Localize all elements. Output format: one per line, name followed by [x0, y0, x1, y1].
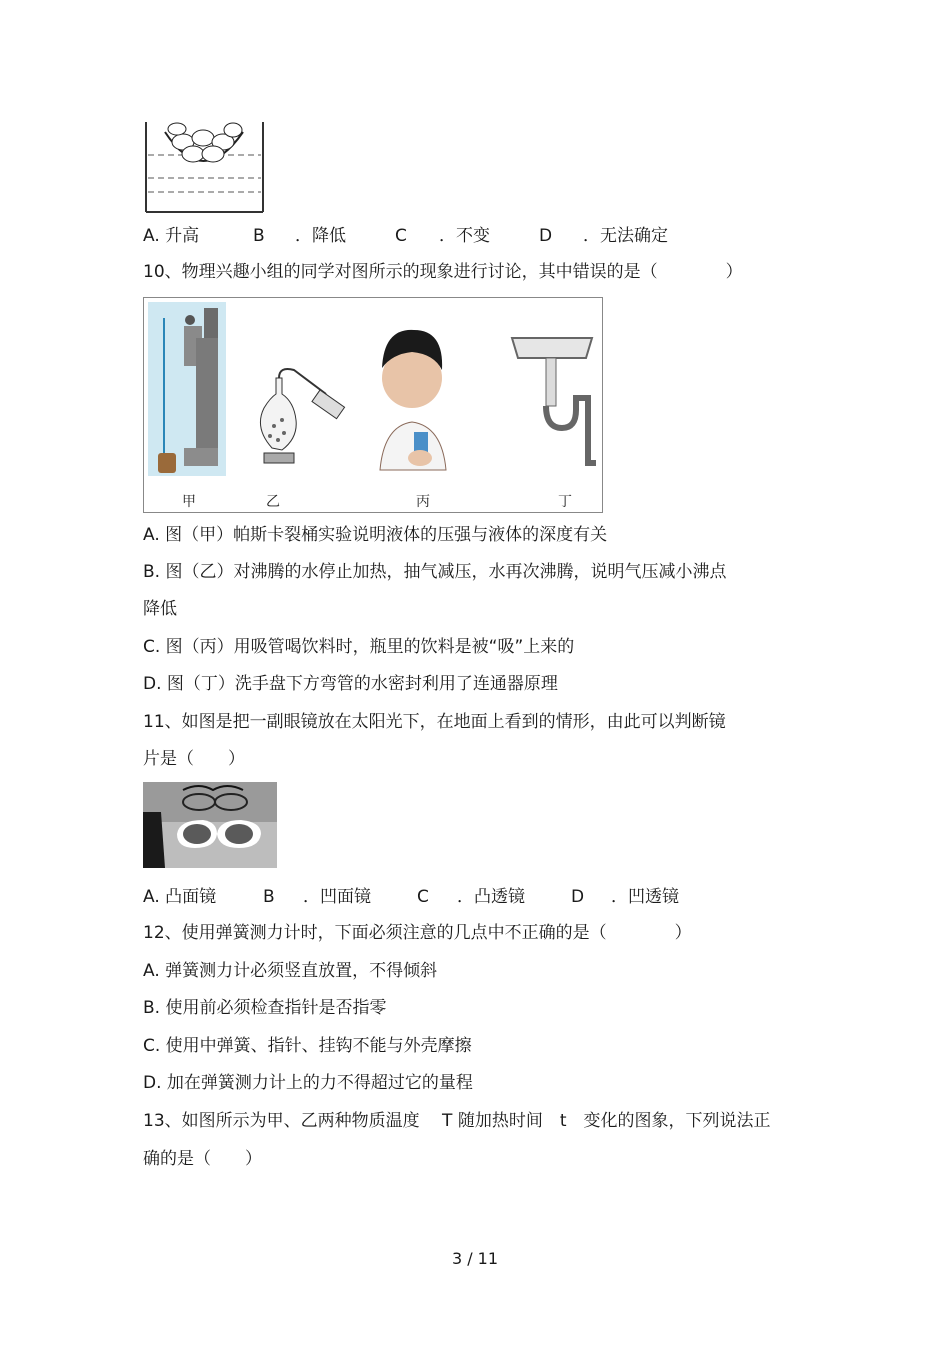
q9-option-b: ．降低 [295, 226, 346, 246]
q12-option-a: A. 弹簧测力计必须竖直放置，不得倾斜 [143, 961, 438, 981]
fig-label-bing: 丙 [416, 494, 430, 510]
q13-question-line2: 确的是（ ） [143, 1149, 262, 1169]
q9-options [143, 225, 743, 247]
q11-option-d: ．凹透镜 [611, 887, 679, 907]
q9-option-d-letter: D [539, 226, 553, 246]
eggs-in-water-figure [143, 120, 265, 214]
q11-option-c: ．凸透镜 [457, 887, 525, 907]
q11-question-line2: 片是（ ） [143, 749, 245, 769]
q9-option-b-letter: B [253, 226, 265, 246]
q12-option-d: D. 加在弹簧测力计上的力不得超过它的量程 [143, 1073, 473, 1093]
q12-option-b: B. 使用前必须检查指针是否指零 [143, 998, 387, 1018]
q10-option-b-cont: 降低 [143, 599, 177, 619]
q11-question-line1: 11、如图是把一副眼镜放在太阳光下，在地面上看到的情形，由此可以判断镜 [143, 712, 726, 732]
q10-option-a: A. 图（甲）帕斯卡裂桶实验说明液体的压强与液体的深度有关 [143, 525, 608, 545]
q10-figure [143, 297, 603, 513]
q9-option-c: ．不变 [439, 226, 490, 246]
q13-question-line1: 13、如图所示为甲、乙两种物质温度 T 随加热时间 t 变化的图象，下列说法正 [143, 1111, 771, 1131]
q10-option-c: C. 图（丙）用吸管喝饮料时，瓶里的饮料是被“吸”上来的 [143, 637, 575, 657]
q9-option-d: ．无法确定 [583, 226, 668, 246]
page-number: 3 / 11 [451, 1249, 499, 1268]
q11-option-d-letter: D [571, 887, 585, 907]
q11-option-c-letter: C [417, 887, 429, 907]
fig-label-jia: 甲 [182, 494, 196, 510]
glasses-shadow-figure [143, 782, 277, 868]
q12-option-c: C. 使用中弹簧、指针、挂钩不能与外壳摩擦 [143, 1036, 472, 1056]
q10-figure-drawing [144, 298, 602, 512]
q10-question: 10、物理兴趣小组的同学对图所示的现象进行讨论，其中错误的是（ ） [143, 262, 743, 282]
fig-label-ding: 丁 [558, 494, 572, 510]
q11-option-b: ．凹面镜 [303, 887, 371, 907]
q10-option-d: D. 图（丁）洗手盘下方弯管的水密封利用了连通器原理 [143, 674, 558, 694]
q11-option-a: A. 凸面镜 [143, 887, 217, 907]
q11-option-b-letter: B [263, 887, 275, 907]
fig-label-yi: 乙 [266, 494, 280, 510]
q12-question: 12、使用弹簧测力计时，下面必须注意的几点中不正确的是（ ） [143, 923, 692, 943]
q9-option-c-letter: C [395, 226, 407, 246]
q11-options [143, 886, 743, 908]
eggs-in-water-drawing [143, 120, 265, 214]
q9-option-a: A. 升高 [143, 226, 200, 246]
glasses-shadow-drawing [143, 782, 277, 868]
q10-option-b: B. 图（乙）对沸腾的水停止加热，抽气减压，水再次沸腾，说明气压减小沸点 [143, 562, 727, 582]
